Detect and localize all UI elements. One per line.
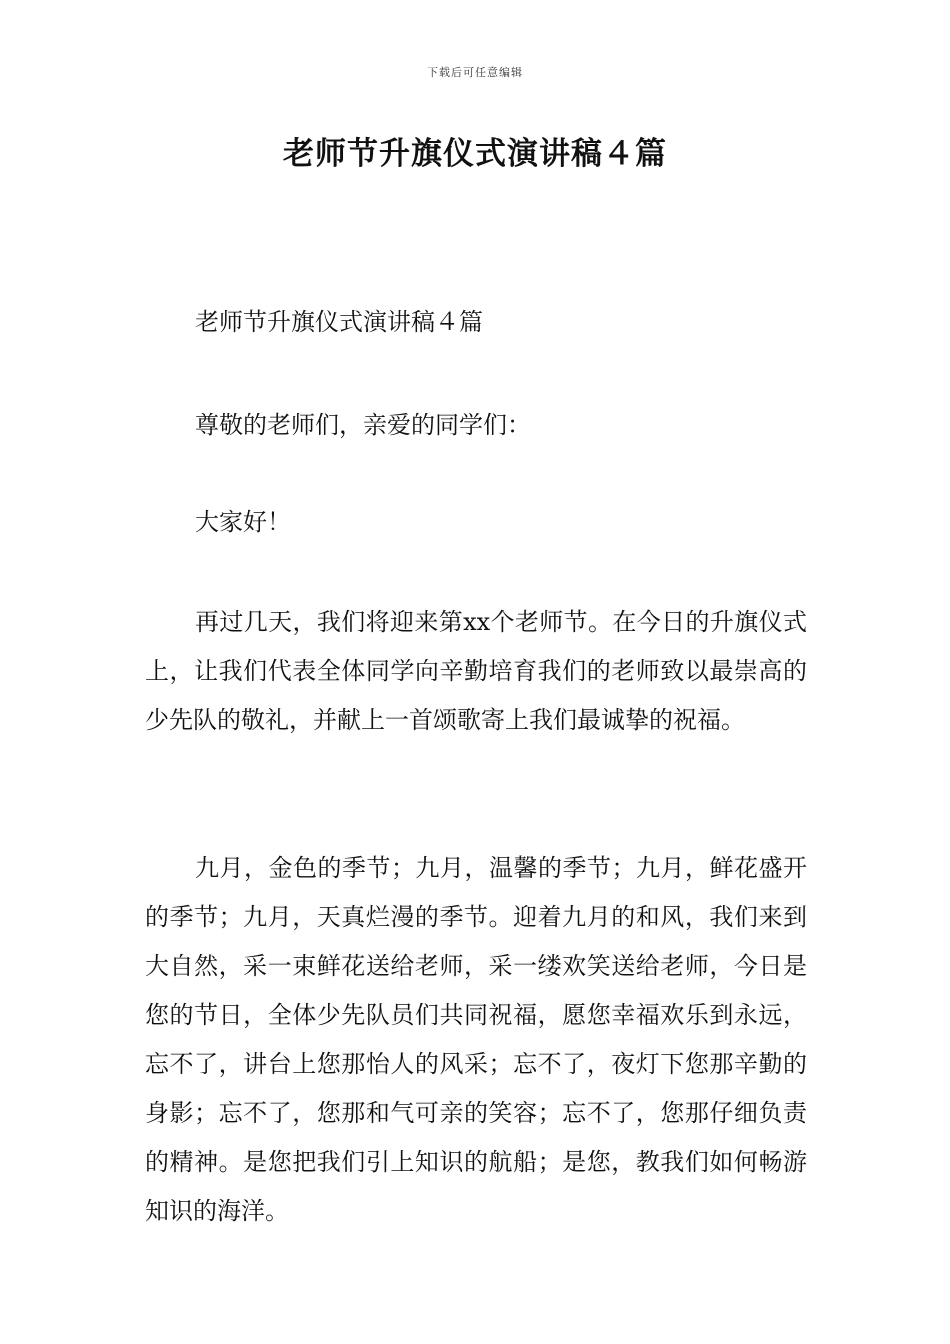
paragraph-subtitle: 老师节升旗仪式演讲稿４篇 [195,308,483,336]
paragraph-body-1: 再过几天，我们将迎来第xx个老师节。在今日的升旗仪式上，让我们代表全体同学向辛勤培育我们的老师致以最崇高的少先队的敬礼，并献上一首颂歌寄上我们最诚挚的祝福。 [145,608,807,734]
page-title: 老师节升旗仪式演讲稿４篇 [283,136,667,172]
paragraph-body-2: 九月，金色的季节；九月，温馨的季节；九月，鲜花盛开的季节；九月，天真烂漫的季节。迎着九月的和风，我们来到大自然，采一束鲜花送给老师，采一缕欢笑送给老师，今日是您的节日，全体少先队员们共同祝福，愿您幸福欢乐到永远，忘不了，讲台上您那怡人的风采；忘不了，夜灯下您那辛勤的身影；忘不了，您那和气可亲的笑容；忘不了，您那仔细负责的精神。是您把我们引上知识的航船；是您，教我们如何畅游知识的海洋。 [145,854,807,1225]
paragraph-salutation: 尊敬的老师们，亲爱的同学们： [195,411,531,439]
header-note: 下载后可任意编辑 [427,66,523,79]
paragraph-greeting: 大家好！ [195,508,291,536]
